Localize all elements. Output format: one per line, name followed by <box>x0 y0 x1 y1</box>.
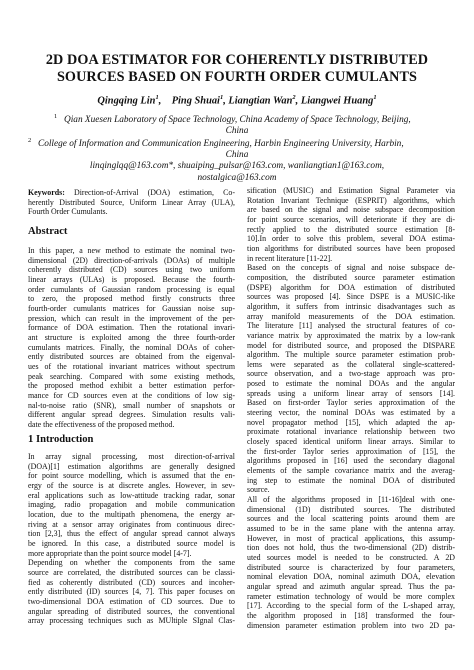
author-affil-mark: 1 <box>219 94 224 101</box>
text-line: spreads using a uniform linear array of sensors [14]. <box>247 388 455 398</box>
text-line: All of the algorithms proposed in [11-16]deal with one- <box>247 495 455 504</box>
text-line: for point source modelling, which is assumed that the en- <box>28 471 235 481</box>
text-line: date the effectiveness of the proposed method. <box>28 419 175 429</box>
text-line: In array signal processing, most direction-of-arrival <box>28 452 235 461</box>
text-line: algorithms proposed in [16] used the secondary diagonal <box>247 456 455 466</box>
text-line: sources and the local scattering points around them are <box>247 514 455 524</box>
text-line: ues of the rotational invariant matrices without spectrum <box>28 361 235 371</box>
text-line: composition, the distributed source parameter estimation <box>247 272 455 282</box>
text-line: posed to estimate the nominal DOAs and the angular <box>247 379 455 389</box>
keywords <box>28 188 235 217</box>
text-line: imaging, radio propagation and mobile communication <box>28 500 235 510</box>
text-line: tion does not hold, thus the two-dimensional (2D) distrib- <box>247 543 455 553</box>
text-line: Based on the concepts of signal and noise subspace de- <box>247 263 455 273</box>
text-line: rectly applied to the distributed source estimation [8- <box>247 224 455 234</box>
text-line: algorithm, it suffers from intrinsic disadvantages such as <box>247 301 455 311</box>
text-line: coherently distributed (CD) sources using two uniform <box>28 265 235 275</box>
text-line: pression, which can result in the improvement of the per- <box>28 313 235 323</box>
author-name: Liangtian Wan <box>228 95 293 107</box>
text-line: array manifold measurements of the DOA estimation. <box>247 311 455 321</box>
text-line: Rotation Invariant Technique (ESPRIT) algorithms, which <box>247 195 455 205</box>
email-line-2: nostalgica@163.com <box>197 173 277 184</box>
text-line: ant structure is exploited among the three fourth-order <box>28 332 235 342</box>
text-line: Depending on whether the components from the same <box>28 558 235 568</box>
text-line: peak searching. Compared with some existing methods, <box>28 371 235 381</box>
introduction-body <box>28 452 235 626</box>
text-line: [17]. According to the special form of the L-shaped array, <box>247 601 455 611</box>
text-line: lems were separated as the collateral single-scattered- <box>247 359 455 369</box>
text-line: steering vector, the nominal DOAs was estimated by a <box>247 408 455 418</box>
affiliation-text: College of Information and Communication Engineering, Harbin Engineering University, Harbin, <box>38 139 404 149</box>
keywords-text: herently Distributed Source, Uniform Linear Array (ULA), <box>28 197 235 207</box>
text-line: linear arrays (ULAs) is proposed. Because the fourth- <box>28 274 235 284</box>
abstract-body <box>28 246 235 429</box>
keywords-label: Keywords: <box>28 188 65 197</box>
text-line: assumed to be in the same plane with the antenna array. <box>247 523 455 533</box>
text-line: tion [2,3], thus the effect of angular spread cannot always <box>28 529 235 539</box>
text-line: nominal elevation DOA, nominal azimuth DOA, elevation <box>247 572 455 582</box>
text-line: source observation, and a two-stage approach was pro- <box>247 369 455 379</box>
text-line: riving at a sensor array originates from continuous direc- <box>28 519 235 529</box>
text-line: In this paper, a new method to estimate the nominal two- <box>28 246 235 255</box>
right-column-body <box>247 186 455 630</box>
text-line: sources was proposed [4]. Since DSPE is a MUSIC-like <box>247 292 455 302</box>
author-emails <box>70 160 404 184</box>
title-line-1: 2D DOA ESTIMATOR FOR COHERENTLY DISTRIBUTED <box>45 52 429 68</box>
text-line: location, due to the multipath phenomena, the energy ar- <box>28 509 235 519</box>
text-line: Based on first-order Taylor series approximation of the <box>247 398 455 408</box>
author-affil-mark: 2 <box>292 94 296 101</box>
abstract-heading: Abstract <box>28 226 68 237</box>
text-line: be ignored. In this case, a distributed source model is <box>28 538 235 548</box>
text-line: source are correlated, the distributed sources can be classi- <box>28 567 235 577</box>
author-list: Qingqing Lin$^1$, Ping Shuai$^1$, Liangtian Wan$^2$, Liangwei Huang$^1$ <box>97 94 377 107</box>
text-line: mance for CD sources even at the conditions of low sig- <box>28 390 235 400</box>
text-line: fourth-order cumulants matrices for Gaussian noise sup- <box>28 303 235 313</box>
text-line: source. <box>247 485 270 495</box>
text-line: eral applications such as low-attitude tracking radar, sonar <box>28 490 235 500</box>
text-line: ergy of the source is at discrete angles. However, in sev- <box>28 480 235 490</box>
keywords-text: Direction-of-Arrival (DOA) estimation, Co- <box>64 188 235 197</box>
text-line: model for distributed source, and proposed the DISPARE <box>247 340 455 350</box>
text-line: formance of DOA estimation. Then the rotational invari- <box>28 323 235 333</box>
title-line-2: SOURCES BASED ON FOURTH ORDER CUMULANTS <box>56 69 418 85</box>
text-line: angular spread and azimuth angular spread. Thus the pa- <box>247 581 455 591</box>
text-line: cumulants matrices. Finally, the nominal DOAs of coher- <box>28 342 235 352</box>
text-line: array processing techniques such as MUltiple SIgnal Clas- <box>28 616 235 626</box>
affiliation-text: Qian Xuesen Laboratory of Space Technology, China Academy of Space Technology, Beijing, <box>64 115 411 125</box>
affiliation-2-country: China <box>225 150 249 160</box>
affiliation-1 <box>54 113 424 126</box>
text-line: sification (MUSIC) and Estimation Signal Parameter via <box>247 186 455 195</box>
affiliation-number: 2 <box>28 137 32 144</box>
text-line: for point source scenarios, will deteriorate if they are di- <box>247 214 455 224</box>
text-line: rameter estimation technology of would be more complex <box>247 591 455 601</box>
affiliation-number: 1 <box>54 113 58 120</box>
author-affil-mark: 1 <box>155 94 159 101</box>
text-line: fied as coherently distributed (CD) sources and incoher- <box>28 577 235 587</box>
text-line: to zero, the proposed method firstly constructs three <box>28 294 235 304</box>
text-line: distributed source is characterized by four parameters, <box>247 562 455 572</box>
text-line: (DOA)[1] estimation algorithms are generally designed <box>28 461 235 471</box>
text-line: novel propagator method [15], which adapted the ap- <box>247 417 455 427</box>
text-line: in recent literature [11-22]. <box>247 253 333 263</box>
text-line: closely spaced identical uniform linear arrays. Similar to <box>247 437 455 447</box>
text-line: order cumulants of Gaussian random processing is equal <box>28 284 235 294</box>
affiliation-2 <box>28 137 458 150</box>
text-line: The literature [11] analysed the structural features of co- <box>247 321 455 331</box>
affiliation-1-country: China <box>225 126 249 136</box>
text-line: algorithm. The multiple source parameter estimation prob- <box>247 350 455 360</box>
text-line: dimension parameter estimation problem into two 2D pa- <box>247 620 455 630</box>
text-line: two-dimensional DOA estimation of CD sources. Due to <box>28 596 235 606</box>
text-line: more appropriate than the point source model [4-7]. <box>28 548 192 558</box>
text-line: uted sources model is needed to be constructed. A 2D <box>247 552 455 562</box>
text-line: the first-order Taylor series approximation of [15], the <box>247 446 455 456</box>
author-name: Ping Shuai <box>171 95 220 107</box>
text-line: proximate rotational invariance relationship between two <box>247 427 455 437</box>
paper-title <box>40 52 434 86</box>
text-line: ing step to estimate the nominal DOA of distributed <box>247 475 455 485</box>
text-line: the proposed method exhibit a better estimation perfor- <box>28 381 235 391</box>
text-line: nal-to-noise ratio (SNR), small number of snapshots or <box>28 400 235 410</box>
text-line: (DSPE) algorithm for DOA estimation of distributed <box>247 282 455 292</box>
author-affil-mark: 1 <box>373 94 377 101</box>
introduction-heading: 1 Introduction <box>28 434 94 445</box>
text-line: dimensional (2D) direction-of-arrivals (DOAs) of multiple <box>28 255 235 265</box>
keywords-text: Fourth Order Cumulants. <box>28 207 108 217</box>
text-line: tion algorithms for distributed sources have been proposed <box>247 243 455 253</box>
text-line: the algorithm proposed in [18] transformed the four- <box>247 610 455 620</box>
text-line: ently distributed (ID) sources [4, 7]. This paper focuses on <box>28 587 235 597</box>
text-line: elements of the sample covariance matrix and the averag- <box>247 466 455 476</box>
text-line: are based on the signal and noise subspace decomposition <box>247 205 455 215</box>
text-line: dimensional (1D) distributed sources. The distributed <box>247 504 455 514</box>
author-name: Qingqing Lin <box>97 95 156 107</box>
author-name: Liangwei Huang <box>300 95 374 107</box>
text-line: However, in most of practical applications, this assump- <box>247 533 455 543</box>
text-line: variance matrix by approximated the matrix by a low-rank <box>247 330 455 340</box>
text-line: angular spreading of distributed sources, the conventional <box>28 606 235 616</box>
text-line: 10].In order to solve this problem, several DOA estima- <box>247 234 455 244</box>
email-line-1: linqinglqq@163.com*, shuaiping_pulsar@163.com, wanliangtian1@163.com, <box>89 161 385 171</box>
text-line: different angular spread degrees. Simulation results vali- <box>28 410 235 420</box>
text-line: ently distributed sources are obtained from the eigenval- <box>28 352 235 362</box>
